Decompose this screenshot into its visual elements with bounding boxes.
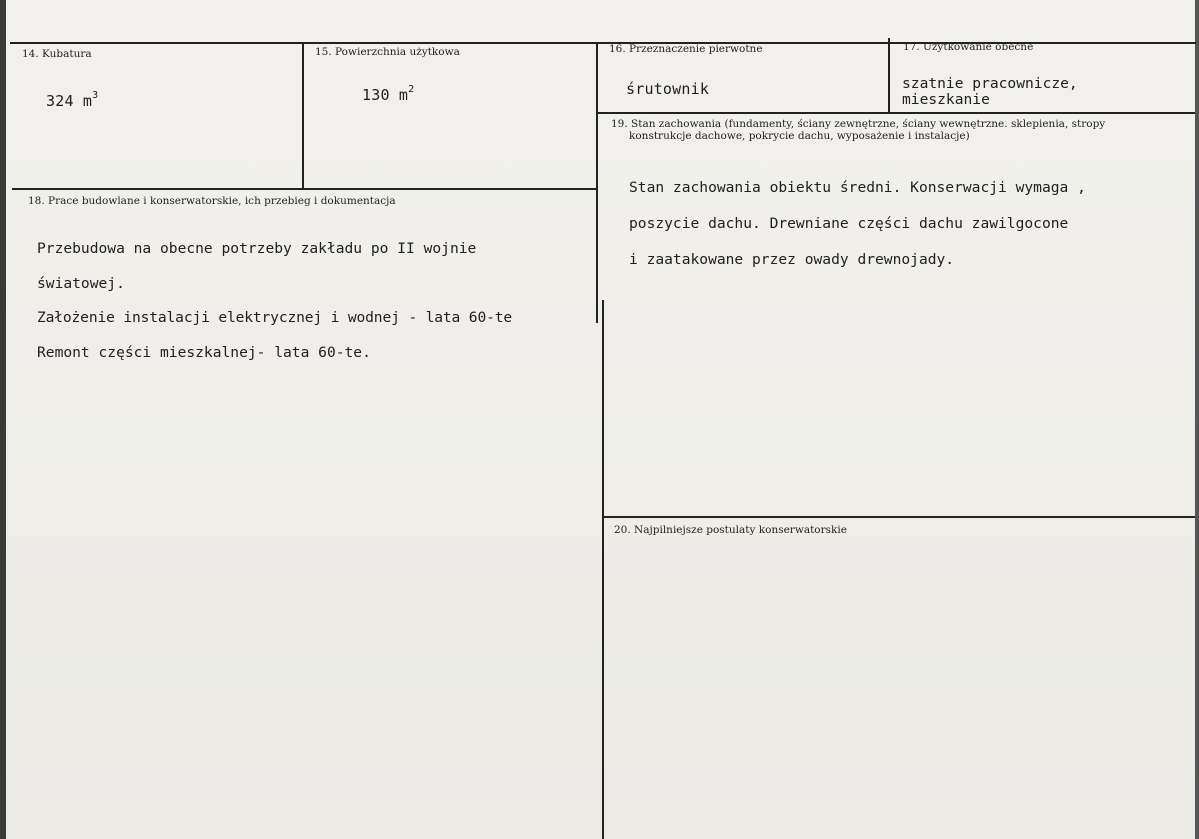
field-17-label: 17. Użytkowanie obecne [903,41,1034,53]
field-18-label: 18. Prace budowlane i konserwatorskie, ich przebieg i dokumentacja [28,195,396,207]
divider-14-15 [302,43,304,189]
field-16-value: śrutownik [626,80,710,98]
field-15-label: 15. Powierzchnia użytkowa [315,46,460,58]
field-16-label: 16. Przeznaczenie pierwotne [609,43,763,55]
field-14-label: 14. Kubatura [22,48,92,60]
card-left-edge [0,0,6,839]
field-20-label: 20. Najpilniejsze postulaty konserwatorskie [614,524,847,536]
field-19-label: 19. Stan zachowania (fundamenty, ściany zewnętrzne, ściany wewnętrzne. sklepienia, stropy konstrukcje dachowe, pokrycie dachu, wyposażenie i instalacje) [611,118,1106,142]
rule-under-16-17 [597,112,1195,114]
rule-above-20 [604,516,1195,518]
divider-15-16 [596,43,598,323]
field-18-text: Przebudowa na obecne potrzeby zakładu po II wojnie światowej. Założenie instalacji elektrycznej i wodnej - lata 60-te Remont części mieszkalnej- lata 60-te. [37,240,512,361]
rule-under-14-15 [12,188,596,190]
card-right-edge [1195,0,1199,839]
field-14-value: 324 $m^3$ [46,90,99,110]
field-19-text: Stan zachowania obiektu średni. Konserwacji wymaga , poszycie dachu. Drewniane części dachu zawilgocone i zaatakowane przez owady drewnojady. [629,179,1086,268]
divider-left-right [602,300,604,839]
divider-16-17 [888,38,890,112]
field-15-value: 130 $m^2$ [362,84,415,104]
field-17-value: szatnie pracownicze, mieszkanie [902,75,1078,108]
